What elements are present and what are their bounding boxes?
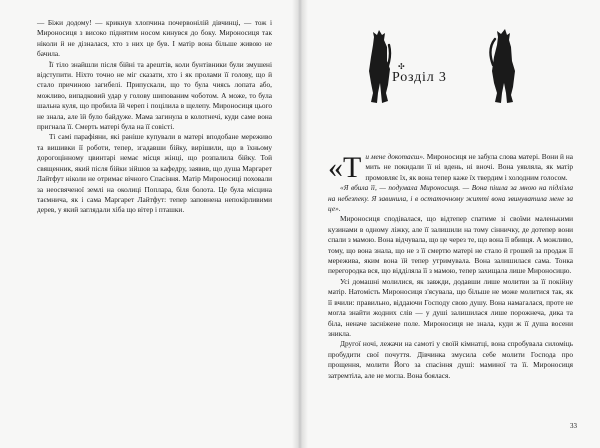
left-paragraph-1: — Біжи додому! — крикнув хлопчина почервонілій дівчинці, — тож і Мироносиця з високо піднятим носом кинувся до боку. Мироносиця так ніколи й не дізналася, хто з них це був. І матір вона більше живою не бачила.: [37, 18, 272, 59]
right-page: [302, 0, 600, 448]
page-number: 33: [570, 422, 577, 430]
standing-cat-illustration-right: [487, 25, 519, 105]
fleuron-ornament: ✣: [398, 62, 405, 71]
chapter-heading: Розділ 3: [392, 70, 447, 85]
right-paragraph-1: Мироносиця не забула слова матері. Вони й на мить не покидали її ні вдень, ні вночі. Вона уявляла, як матір промовляє їх, як вона тепер каже їх твердим і холодним голосом.: [365, 152, 573, 182]
left-page: [0, 0, 298, 448]
opening-paragraph: [328, 152, 573, 183]
book-gutter-shadow: [292, 0, 308, 448]
standing-cat-illustration-left: [366, 27, 392, 105]
left-paragraph-3: Ті самі парафіяни, які раніше купували в матері вподобане мереживо та вишивки її роботи, тепер, згадавши бійку, вирішили, що в їхньому дорогоцінному цвинтарі немає місця жінці, що розпалила бійку. Той священник, який після бійки зійшов за кафедру, заявив, що душа Маргарет Лайтфут ніколи не отримає вічного Спасіння. Матір Мироносиці поховали за неосвяченої землі на околиці Поплара, біля болота. Це була місцина таємнича, як і сама Маргарет Лайтфут: тепер заповнена непокірливими дерев, у який заглядали хіба що вітер і пташки.: [37, 132, 272, 215]
right-paragraph-2: «Я вбила її, — подумала Мироносиця. — Вона пішла за мною на підлізла на небезпеку. Я завинила, і в остаточному житті вона звинуватила мене за це».: [328, 183, 573, 214]
left-paragraph-2: Її тіло знайшли після бійні та арештів, коли бунтівники були змушені відступити. Ніхто точно не міг сказати, хто і як пролами її голову, що й стало причиною загибелі. Припускали, що то була чиясь лопата або, можливо, випадковий удар у голову шипованим чоботом. А може, то була шальна куля, що пробила їй череп і поцілила в щелепу. Мироносиця цього не знала, але їй було байдуже. Мама загинула в колотнечі, куди саме вона пригнала її. Смерть матері була на її совісті.: [37, 59, 272, 132]
right-page-text: [328, 152, 573, 381]
left-page-text: [37, 18, 272, 216]
right-paragraph-5: Другої ночі, лежачи на самоті у своїй кімнатці, вона спробувала силоміць пробудити свої почуття. Дівчинка змусила себе молити Господа про прощення, молити Його за спасіння душі: маминої та її. Мироносиця затремтіла, але не могла. Вона боялася.: [328, 339, 573, 380]
right-paragraph-3: Мироносиця сподівалася, що відтепер спатиме зі своїми маленькими кузинами в одному ліжку, але її залишили на тому сінничку, де дотепер вони спали з мамою. Вона відчувала, що це через те, що вона її вбивця. А можливо, тому, що вона знала, що не з її смертю матері не стало й грошей за продаж її мереживa, яким вона їй тепер утримувала. Вона залишилася сама. Тонка перегородка вся, що відділяла її з мамою, тепер захищала лише Мироносицю.: [328, 214, 573, 276]
right-paragraph-4: Усі домашні молилися, як завжди, додавши лише молитви за її покійну матір. Натомість Мироносиця з'ясувала, що більше не може молитися так, як її вчили: правильно, віддаючи Господу свою душу. Вона намагалася, проте не могла знайти жодних слів — у душі залишилася лише порожнеча, дика та біла, неначе засніжене поле. Мироносиця не знала, куди ж її душа восени зникла.: [328, 276, 573, 338]
opening-italic-line: и мене докотаєш».: [365, 152, 425, 161]
drop-cap: «Т: [328, 151, 362, 184]
